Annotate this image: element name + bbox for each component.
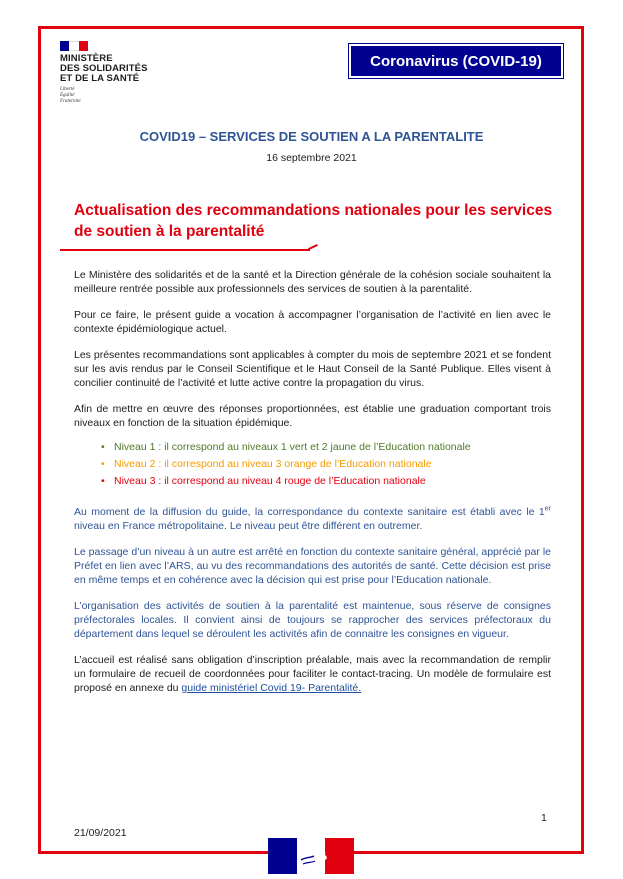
bullet-icon: • — [101, 441, 105, 453]
paragraph-blue: Le passage d’un niveau à un autre est arrêté en fonction du contexte sanitaire général, apprécié par le Préfet en lien avec l’ARS, au vu des recommandations des autorités de santé. Cette décision est prise en même temps et en cohérence avec la décision qui est prise pour l’Education nationale. — [74, 546, 551, 586]
headline-underline — [60, 249, 310, 251]
paragraph: Le Ministère des solidarités et de la santé et la Direction générale de la cohésion sociale souhaitent la meilleure rentrée possible aux professionnels des services de soutien à la parentalité. — [74, 269, 551, 295]
bullet-icon: • — [101, 458, 105, 470]
document-body — [74, 268, 551, 707]
list-item-level-1: • Niveau 1 : il correspond au niveaux 1 vert et 2 jaune de l’Education nationale — [101, 441, 471, 453]
list-item-level-3: • Niveau 3 : il correspond au niveau 4 rouge de l’Education nationale — [101, 475, 426, 487]
republic-motto: Liberté Égalité Fraternité — [60, 87, 81, 104]
levels-list — [74, 440, 551, 488]
document-date: 16 septembre 2021 — [266, 152, 357, 164]
paragraph: Afin de mettre en œuvre des réponses proportionnées, est établie une graduation comportant trois niveaux en fonction de la situation épidémique. — [74, 403, 551, 429]
bullet-icon: • — [101, 475, 105, 487]
flag-icon — [60, 41, 88, 51]
footer-date: 21/09/2021 — [74, 827, 127, 839]
paragraph: L’accueil est réalisé sans obligation d’inscription préalable, mais avec la recommandation de remplir un formulaire de recueil de coordonnées pour faciliter le contact-tracing. Un modèle de formulaire est proposé en annexe du guide ministériel Covid 19- Parentalité. — [74, 654, 551, 694]
list-item-level-2: • Niveau 2 : il correspond au niveau 3 orange de l’Education nationale — [101, 458, 432, 470]
headline: Actualisation des recommandations nationales pour les services de soutien à la parentalité — [74, 202, 553, 240]
paragraph-blue: Au moment de la diffusion du guide, la correspondance du contexte sanitaire est établi avec le 1er niveau en France métropolitaine. Le niveau peut être différent en outremer. — [74, 505, 551, 532]
document-title: COVID19 – SERVICES DE SOUTIEN A LA PARENTALITE — [139, 129, 484, 144]
covid-badge: Coronavirus (COVID-19) — [351, 46, 561, 76]
paragraph-blue: L’organisation des activités de soutien à la parentalité est maintenue, sous réserve de consignes préfectorales locales. Il convient ainsi de toujours se rapprocher des services préfectoraux du département dans lequel se déroulent les activités afin de connaitre les consignes en vigueur. — [74, 600, 551, 640]
guide-link[interactable]: guide ministériel Covid 19- Parentalité. — [181, 682, 362, 694]
marianne-logo-icon — [268, 838, 354, 874]
paragraph: Les présentes recommandations sont applicables à compter du mois de septembre 2021 et se fondent sur les avis rendus par le Conseil Scientifique et le Haut Conseil de la Santé Publique. Elles visent à concilier continuité de l’activité et lutte active contre la propagation du virus. — [74, 349, 551, 389]
ministry-name: MINISTÈRE DES SOLIDARITÉS ET DE LA SANTÉ — [60, 53, 148, 84]
paragraph: Pour ce faire, le présent guide a vocation à accompagner l’organisation de l’activité en lien avec le contexte épidémiologique actuel. — [74, 309, 551, 335]
ministry-logo — [60, 41, 170, 105]
page-number: 1 — [541, 812, 547, 824]
